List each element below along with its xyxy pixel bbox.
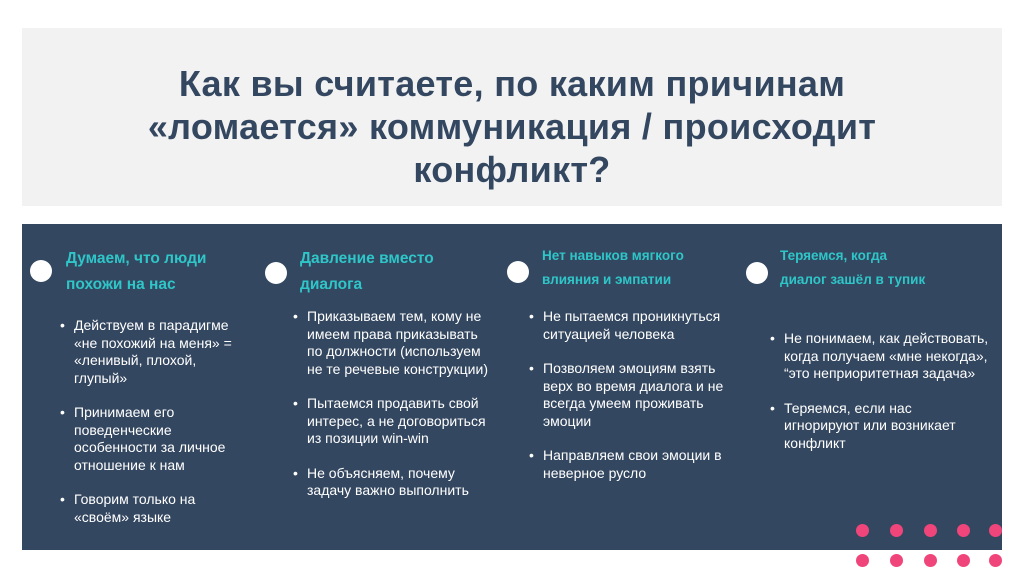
decorative-dot [989, 554, 1002, 567]
column-heading: Теряемся, когда диалог зашёл в тупик [780, 248, 926, 287]
decorative-dot [957, 524, 970, 537]
bullet-circle-icon [746, 262, 768, 284]
list-item: • Говорим только на «своём» языке [60, 491, 245, 526]
list-item: • Действуем в парадигме «не похожий на меня» = «ленивый, плохой, глупый» [60, 317, 245, 387]
decorative-dot [890, 524, 903, 537]
list-item: • Принимаем его поведенческие особенности за личное отношение к нам [60, 404, 245, 474]
list-item: • Направляем свои эмоции в неверное русло [529, 447, 734, 482]
column-bullets [770, 330, 990, 469]
bullet-circle-icon [507, 261, 529, 283]
column-dead-end [742, 224, 1002, 550]
decorative-dot [924, 554, 937, 567]
list-item: • Не понимаем, как действовать, когда получаем «мне некогда», “это неприоритетная задача» [770, 330, 990, 383]
decorative-dot [957, 554, 970, 567]
column-bullets [293, 308, 493, 517]
column-similarity [22, 224, 257, 550]
column-bullets [60, 317, 245, 543]
decorative-dot [924, 524, 937, 537]
list-item: • Не пытаемся проникнуться ситуацией человека [529, 308, 734, 343]
column-heading: Давление вместо диалога [300, 250, 434, 293]
slide-title-line-1: Как вы считаете, по каким причинам [178, 63, 846, 104]
list-item: • Не объясняем, почему задачу важно выполнить [293, 465, 493, 500]
list-item: • Теряемся, если нас игнорируют или возникает конфликт [770, 400, 990, 453]
bullet-circle-icon [30, 260, 52, 282]
list-item: • Приказываем тем, кому не имеем права приказывать по должности (используем не те речевые конструкции) [293, 308, 493, 378]
list-item: • Позволяем эмоциям взять верх во время диалога и не всегда умеем проживать эмоции [529, 360, 734, 430]
decorative-dot [890, 554, 903, 567]
slide-title-line-3: конфликт? [413, 149, 611, 190]
column-heading: Думаем, что люди похожи на нас [66, 250, 207, 293]
column-bullets [529, 308, 734, 499]
column-pressure [257, 224, 497, 550]
bullet-circle-icon [265, 262, 287, 284]
content-panel [22, 224, 1002, 550]
decorative-dot-grid [853, 524, 1003, 572]
title-box [22, 28, 1002, 206]
slide-title-line-2: «ломается» коммуникация / происходит [147, 106, 877, 147]
slide-title [22, 62, 1002, 191]
decorative-dot [989, 524, 1002, 537]
list-item: • Пытаемся продавить свой интерес, а не договориться из позиции win-win [293, 395, 493, 448]
column-no-soft-skills [497, 224, 742, 550]
column-heading: Нет навыков мягкого влияния и эмпатии [542, 248, 684, 287]
decorative-dot [856, 554, 869, 567]
decorative-dot [856, 524, 869, 537]
